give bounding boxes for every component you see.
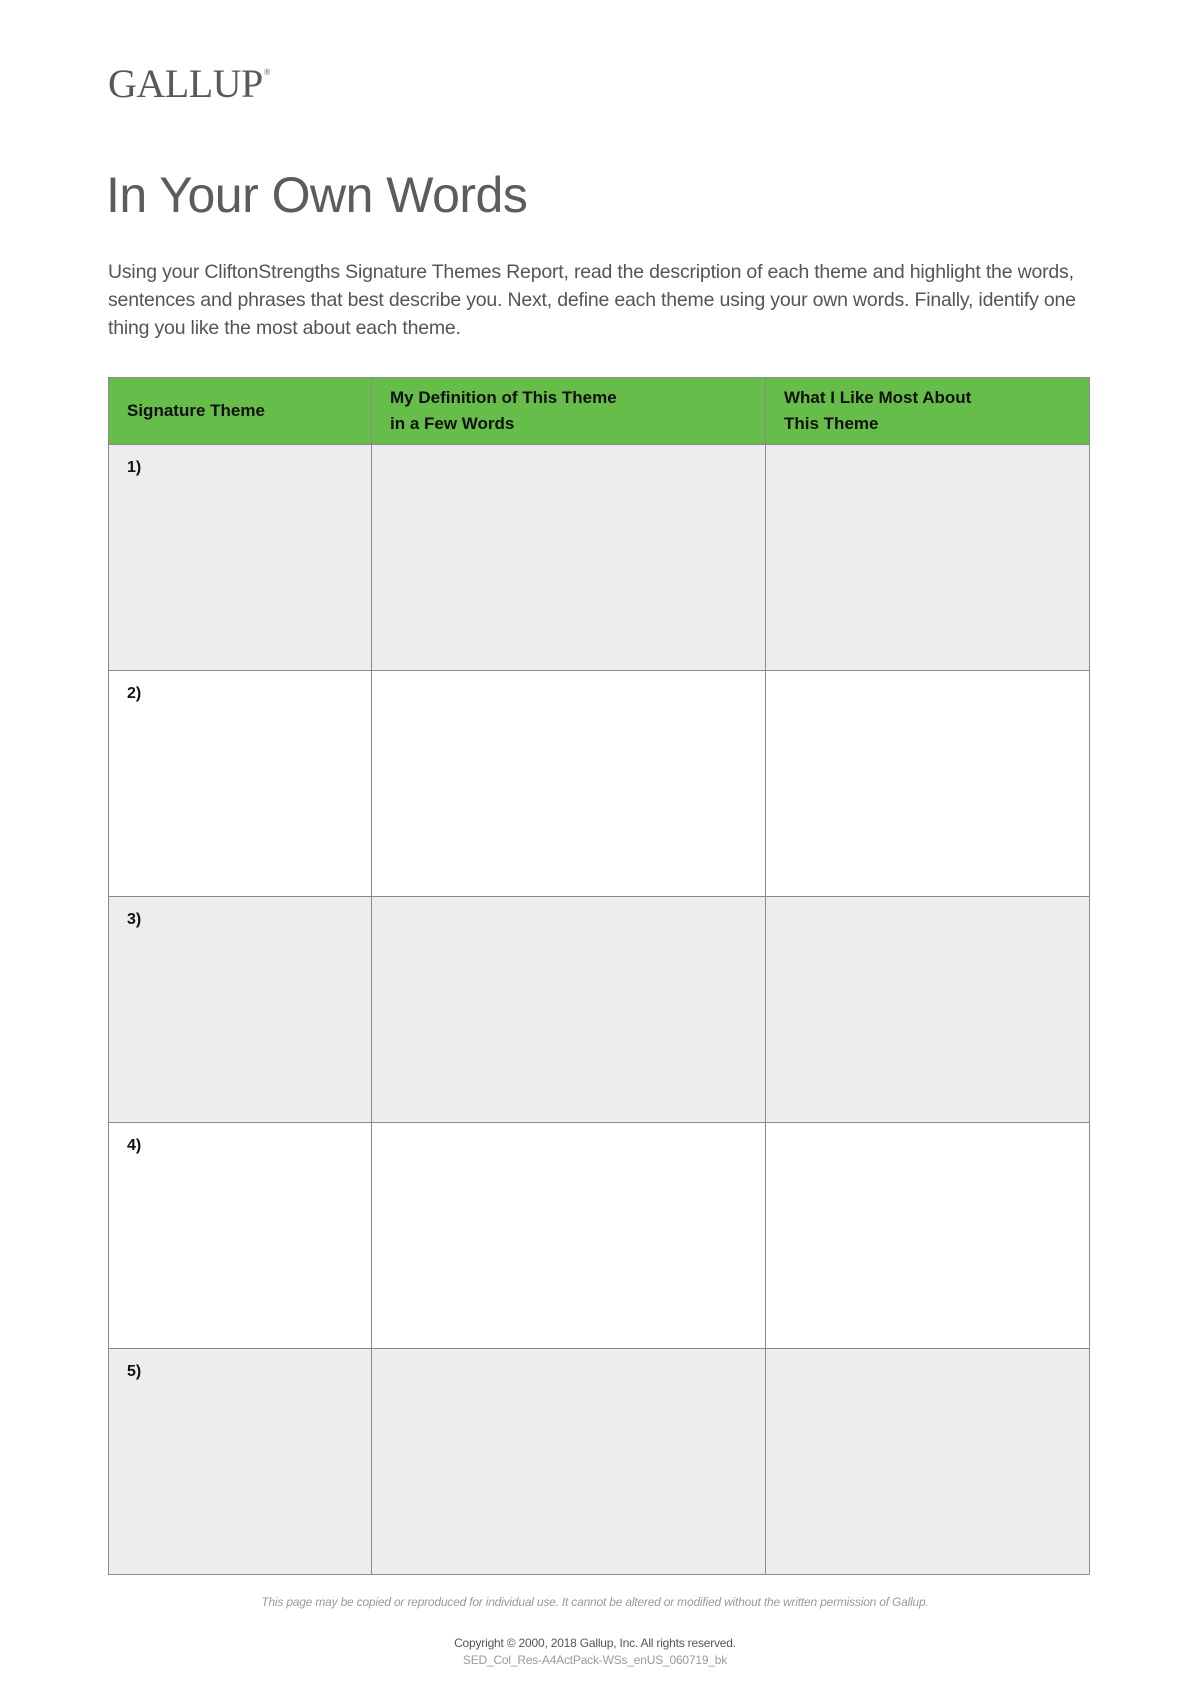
like-most-cell-3[interactable] bbox=[766, 897, 1090, 1123]
row-number-label: 3) bbox=[127, 911, 142, 928]
like-most-cell-5[interactable] bbox=[766, 1349, 1090, 1575]
gallup-logo bbox=[108, 61, 271, 106]
header-signature-theme bbox=[109, 378, 372, 445]
definition-cell-4[interactable] bbox=[372, 1123, 766, 1349]
table-row bbox=[109, 671, 1090, 897]
definition-cell-5[interactable] bbox=[372, 1349, 766, 1575]
definition-cell-2[interactable] bbox=[372, 671, 766, 897]
theme-cell-3[interactable] bbox=[109, 897, 372, 1123]
table-header-row bbox=[109, 378, 1090, 445]
table-row bbox=[109, 897, 1090, 1123]
logo-text: GALLUP bbox=[108, 61, 263, 106]
header-my-definition bbox=[372, 378, 766, 445]
registered-mark: ® bbox=[263, 67, 271, 77]
table-row bbox=[109, 1349, 1090, 1575]
row-number-label: 4) bbox=[127, 1137, 142, 1154]
theme-cell-2[interactable] bbox=[109, 671, 372, 897]
row-number-label: 1) bbox=[127, 459, 142, 476]
definition-cell-3[interactable] bbox=[372, 897, 766, 1123]
theme-cell-4[interactable] bbox=[109, 1123, 372, 1349]
themes-worksheet-table bbox=[108, 377, 1090, 1575]
row-number-label: 5) bbox=[127, 1363, 142, 1380]
theme-cell-1[interactable] bbox=[109, 445, 372, 671]
header-my-definition-line2: in a Few Words bbox=[390, 414, 515, 433]
table-row bbox=[109, 1123, 1090, 1349]
reproduction-notice: This page may be copied or reproduced for individual use. It cannot be altered or modified without the written permission of Gallup. bbox=[261, 1595, 929, 1609]
row-number-label: 2) bbox=[127, 685, 142, 702]
theme-cell-5[interactable] bbox=[109, 1349, 372, 1575]
page-title: In Your Own Words bbox=[106, 167, 528, 223]
intro-paragraph: Using your CliftonStrengths Signature Themes Report, read the description of each theme and highlight the words, sentences and phrases that best describe you. Next, define each theme using your own words. Finally, identify one thing you like the most about each theme. bbox=[108, 261, 1076, 339]
header-what-i-like-line2: This Theme bbox=[784, 414, 879, 433]
like-most-cell-2[interactable] bbox=[766, 671, 1090, 897]
copyright-text: Copyright © 2000, 2018 Gallup, Inc. All rights reserved. bbox=[454, 1636, 736, 1650]
definition-cell-1[interactable] bbox=[372, 445, 766, 671]
header-what-i-like-line1: What I Like Most About bbox=[784, 388, 972, 407]
like-most-cell-4[interactable] bbox=[766, 1123, 1090, 1349]
header-my-definition-line1: My Definition of This Theme bbox=[390, 388, 617, 407]
header-signature-theme-line1: Signature Theme bbox=[127, 401, 265, 420]
document-code: SED_Col_Res-A4ActPack-WSs_enUS_060719_bk bbox=[462, 1653, 728, 1667]
like-most-cell-1[interactable] bbox=[766, 445, 1090, 671]
header-what-i-like bbox=[766, 378, 1090, 445]
table-row bbox=[109, 445, 1090, 671]
